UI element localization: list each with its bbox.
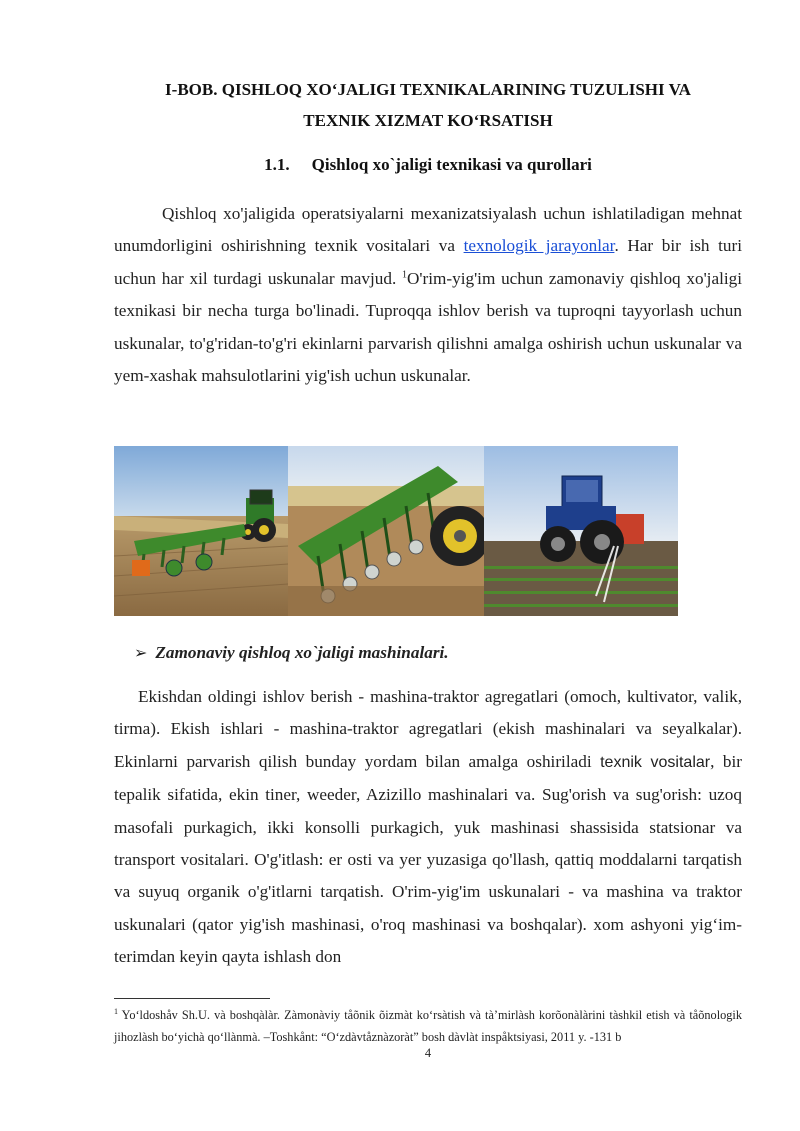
subheading-text: Zamonaviy qishloq xo`jaligi mashinalari. <box>155 643 449 662</box>
section-title: Qishloq xo`jaligi texnikasi va qurollari <box>311 155 592 174</box>
intro-text-start: Qishloq xo'jaligida operatsiyalarni mexanizatsiyalash uchun ishlatiladigan mehnat unumdorligini oshirishning texnik vositalari va <box>114 204 742 256</box>
intro-paragraph <box>114 198 742 392</box>
footnote <box>114 1004 742 1048</box>
machinery-photo-strip <box>114 446 678 616</box>
technological-processes-link[interactable]: texnologik jarayonlar <box>463 236 615 256</box>
page-number: 4 <box>424 1046 432 1060</box>
chapter-title-line-2: TEXNIK XIZMAT KO‘RSATISH <box>303 111 553 130</box>
section-heading <box>100 152 756 178</box>
intro-text-middle: . Har bir ish turi uchun har xil turdagi uskunalar mavjud. <box>114 236 742 288</box>
footnote-reference[interactable]: 1 <box>402 269 408 281</box>
footnote-separator <box>114 998 270 999</box>
machinery-text-start: Ekishdan oldingi ishlov berish - mashina-traktor agregatlari (omoch, kultivator, valik, tirma). Ekish ishlari - mashina-traktor agregatlari (ekish mashinalari va seyalkalar). Ekinlarni parvarish qilish bunday yordam bilan amalga oshiriladi <box>114 687 742 771</box>
machinery-paragraph <box>114 681 742 974</box>
technical-means-term: texnik vositalar <box>600 753 711 771</box>
chapter-title <box>100 74 756 136</box>
section-number: 1.1. <box>264 155 290 174</box>
intro-text-end: O'rim-yig'im uchun zamonaviy qishloq xo'jaligi texnikasi bir necha turga bo'linadi. Tuproqqa ishlov berish va tuproqni tayyorlash uchun uskunalar, to'g'ridan-to'g'ri ekinlarni parvarish qilishni amalga oshirish uchun uskunalar va yem-xashak mahsulotlarini yig'ish uchun uskunalar. <box>114 268 742 386</box>
chapter-title-line-1: I-BOB. QISHLOQ XO‘JALIGI TEXNIKALARINING TUZULISHI VA <box>165 80 691 99</box>
subheading <box>134 640 449 666</box>
blue-tractor-photo <box>484 446 678 616</box>
machinery-text-end: , bir tepalik sifatida, ekin tiner, weeder, Azizillo mashinalari va. Sug'orish va sug'orish: uzoq masofali purkagich, ikki konsolli purkagich, yuk mashinasi shassisida statsionar va transport vositalari. O'g'itlash: er osti va yer yuzasiga qo'llash, qattiq moddalarni tarqatish va suyuq organik o'g'itlarni tarqatish. O'rim-yig'im uskunalari - va mashina va traktor uskunalari (qator yig'ish mashinasi, o'roq mashinasi va boshqalar). xom ashyoni yig‘im-terimdan keyin qayta ishlash don <box>114 751 743 967</box>
footnote-mark: 1 <box>114 1006 118 1016</box>
footnote-text: Yo‘ldoshåv Sh.U. và boshqàlàr. Zàmonàviy tåõnik õizmàt ko‘rsàtish và tà’mirlàsh korõonàlàrini tàshkil etish và tåõnologik jihozlàsh bo‘yichà qo‘llànmà. –Toshkånt: “O‘zdàvtåznàzoràt” bosh dàvlàt inspåktsiyasi, 2011 y. -131 b <box>114 1008 742 1044</box>
seed-drill-photo <box>288 446 484 616</box>
arrow-bullet-icon: ➢ <box>134 643 148 662</box>
cultivator-photo <box>114 446 288 616</box>
